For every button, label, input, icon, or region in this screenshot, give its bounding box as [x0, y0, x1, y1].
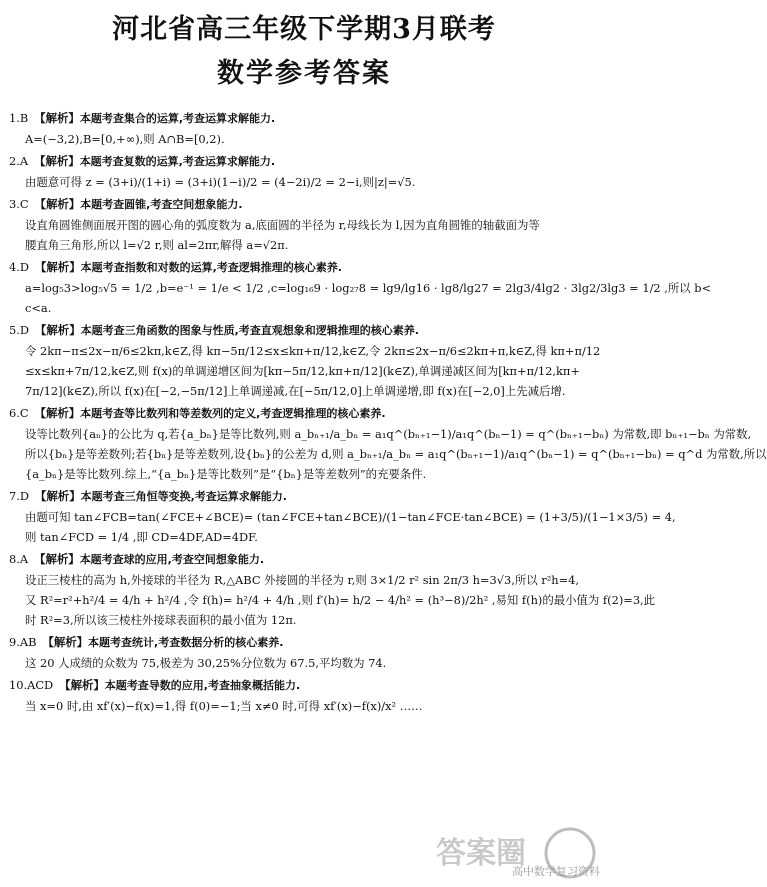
analysis-description: 本题考查等比数列和等差数列的定义,考查逻辑推理的核心素养. — [80, 407, 386, 420]
answer-item — [9, 549, 656, 630]
answer-line: 所以{bₙ}是等差数列;若{bₙ}是等差数列,设{bₙ}的公差为 d,则 a_bₙ₊₁/a_bₙ = a₁q^(bₙ₊₁−1)/a₁q^(bₙ−1) = q^(bₙ₊₁−bₙ) = q^d 为常数,所以 — [25, 447, 767, 461]
answer-item — [9, 632, 601, 673]
answer-heading — [9, 549, 601, 570]
answer-number: 5.D — [9, 323, 30, 337]
answer-heading — [9, 320, 601, 341]
answer-heading — [9, 108, 601, 129]
answer-body — [9, 424, 767, 484]
answer-heading — [9, 632, 601, 653]
answer-number: 3.C — [9, 197, 29, 211]
analysis-description: 本题考查统计,考查数据分析的核心素养. — [88, 636, 284, 649]
answer-list — [9, 108, 767, 718]
answer-line: 令 2kπ−π≤2x−π/6≤2kπ,k∈Z,得 kπ−5π/12≤x≤kπ+π/12,k∈Z,令 2kπ≤2x−π/6≤2kπ+π,k∈Z,得 kπ+π/12 — [25, 344, 601, 358]
answer-body — [9, 172, 601, 192]
answer-body — [9, 507, 676, 547]
analysis-description: 本题考查球的应用,考查空间想象能力. — [79, 553, 265, 566]
analysis-tag: 【解析】 — [34, 197, 81, 211]
analysis-tag: 【解析】 — [59, 678, 105, 692]
analysis-description: 本题考查三角恒等变换,考查运算求解能力. — [80, 490, 287, 503]
answer-line: 设直角圆锥侧面展开图的圆心角的弧度数为 a,底面圆的半径为 r,母线长为 l,因为直角圆锥的轴截面为等 — [25, 218, 540, 232]
analysis-description: 本题考查导数的应用,考查抽象概括能力. — [104, 679, 301, 692]
answer-number: 7.D — [9, 489, 30, 503]
analysis-tag: 【解析】 — [34, 552, 80, 566]
answer-number: 2.A — [9, 154, 29, 168]
answer-heading — [9, 675, 601, 696]
analysis-tag: 【解析】 — [42, 635, 89, 649]
answer-body — [9, 278, 712, 318]
answer-item — [9, 675, 601, 716]
analysis-tag: 【解析】 — [34, 406, 81, 420]
analysis-tag: 【解析】 — [34, 154, 80, 168]
document-subtitle: 数学参考答案 — [217, 58, 391, 89]
answer-line: A=(−3,2),B=[0,+∞),则 A∩B=[0,2). — [25, 132, 225, 146]
answer-body — [9, 696, 601, 716]
answer-line: 7π/12](k∈Z),所以 f(x)在[−2,−5π/12]上单调递减,在[−5π/12,0]上单调递增,即 f(x)在[−2,0]上先减后增. — [25, 384, 566, 398]
answer-body — [9, 129, 601, 149]
answer-body — [9, 215, 601, 255]
analysis-description: 本题考查指数和对数的运算,考查逻辑推理的核心素养. — [80, 261, 342, 274]
answer-item — [9, 194, 601, 255]
answer-heading — [9, 486, 601, 507]
answer-body — [9, 653, 601, 673]
watermark-caption: 高中数学复习资料 — [512, 865, 600, 878]
analysis-tag: 【解析】 — [35, 323, 81, 337]
analysis-description: 本题考查三角函数的图象与性质,考查直观想象和逻辑推理的核心素养. — [80, 324, 419, 337]
answer-number: 1.B — [9, 111, 29, 125]
answer-line: ≤x≤kπ+7π/12,k∈Z,则 f(x)的单调递增区间为[kπ−5π/12,kπ+π/12](k∈Z),单调递减区间为[kπ+π/12,kπ+ — [25, 364, 580, 378]
answer-line: 当 x=0 时,由 xf′(x)−f(x)=1,得 f(0)=−1;当 x≠0 时,可得 xf′(x)−f(x)/x² …… — [25, 699, 423, 713]
answer-item — [9, 403, 767, 484]
answer-line: 由题可知 tan∠FCB=tan(∠FCE+∠BCE)= (tan∠FCE+tan∠BCE)/(1−tan∠FCE·tan∠BCE) = (1+3/5)/(1−1×3/5) = 4, — [25, 510, 676, 524]
document-title: 河北省高三年级下学期3月联考 — [112, 14, 496, 45]
analysis-description: 本题考查复数的运算,考查运算求解能力. — [79, 155, 276, 168]
answer-item — [9, 320, 601, 401]
answer-item — [9, 151, 601, 192]
answer-number: 4.D — [9, 260, 30, 274]
answer-line: c<a. — [25, 301, 52, 315]
answer-line: 腰直角三角形,所以 l=√2 r,则 al=2πr,解得 a=√2π. — [25, 238, 289, 252]
answer-heading — [9, 194, 601, 215]
answer-item — [9, 486, 676, 547]
answer-line: 这 20 人成绩的众数为 75,极差为 30,25%分位数为 67.5,平均数为 74. — [25, 656, 387, 670]
answer-line: 设等比数列{aₙ}的公比为 q,若{a_bₙ}是等比数列,则 a_bₙ₊₁/a_bₙ = a₁q^(bₙ₊₁−1)/a₁q^(bₙ−1) = q^(bₙ₊₁−bₙ) 为常数,即 bₙ₊₁−bₙ 为常数, — [25, 427, 752, 441]
watermark-text: 答案圈 — [436, 836, 526, 871]
answer-heading — [9, 257, 601, 278]
analysis-tag: 【解析】 — [35, 260, 81, 274]
answer-body — [9, 341, 601, 401]
answer-number: 9.AB — [9, 635, 37, 649]
answer-number: 10.ACD — [9, 678, 54, 692]
analysis-description: 本题考查集合的运算,考查运算求解能力. — [79, 112, 276, 125]
answer-item — [9, 257, 712, 318]
answer-heading — [9, 403, 601, 424]
answer-heading — [9, 151, 601, 172]
analysis-description: 本题考查圆锥,考查空间想象能力. — [80, 198, 243, 211]
answer-line: 设正三棱柱的高为 h,外接球的半径为 R,△ABC 外接圆的半径为 r,则 3×1/2 r² sin 2π/3 h=3√3,所以 r²h=4, — [25, 573, 580, 587]
analysis-tag: 【解析】 — [34, 111, 80, 125]
answer-line: 由题意可得 z = (3+i)/(1+i) = (3+i)(1−i)/2 = (4−2i)/2 = 2−i,则|z|=√5. — [25, 175, 416, 189]
answer-number: 6.C — [9, 406, 29, 420]
answer-line: {a_bₙ}是等比数列.综上,“{a_bₙ}是等比数列”是“{bₙ}是等差数列”的充要条件. — [25, 467, 427, 481]
answer-number: 8.A — [9, 552, 29, 566]
answer-item — [9, 108, 601, 149]
answer-line: a=log₅3>log₅√5 = 1/2 ,b=e⁻¹ = 1/e < 1/2 ,c=log₁₆9 · log₂₇8 = lg9/lg16 · lg8/lg27 = 2lg3/4lg2 · 3lg2/3lg3 = 1/2 ,所以 b< — [25, 281, 712, 295]
analysis-tag: 【解析】 — [35, 489, 81, 503]
answer-body — [9, 570, 656, 630]
answer-line: 时 R²=3,所以该三棱柱外接球表面积的最小值为 12π. — [25, 613, 297, 627]
answer-line: 又 R²=r²+h²/4 = 4/h + h²/4 ,令 f(h)= h²/4 + 4/h ,则 f′(h)= h/2 − 4/h² = (h³−8)/2h² ,易知 f(h)的最小值为 f(2)=3,此 — [25, 593, 656, 607]
answer-line: 则 tan∠FCD = 1/4 ,即 CD=4DF,AD=4DF. — [25, 530, 258, 544]
